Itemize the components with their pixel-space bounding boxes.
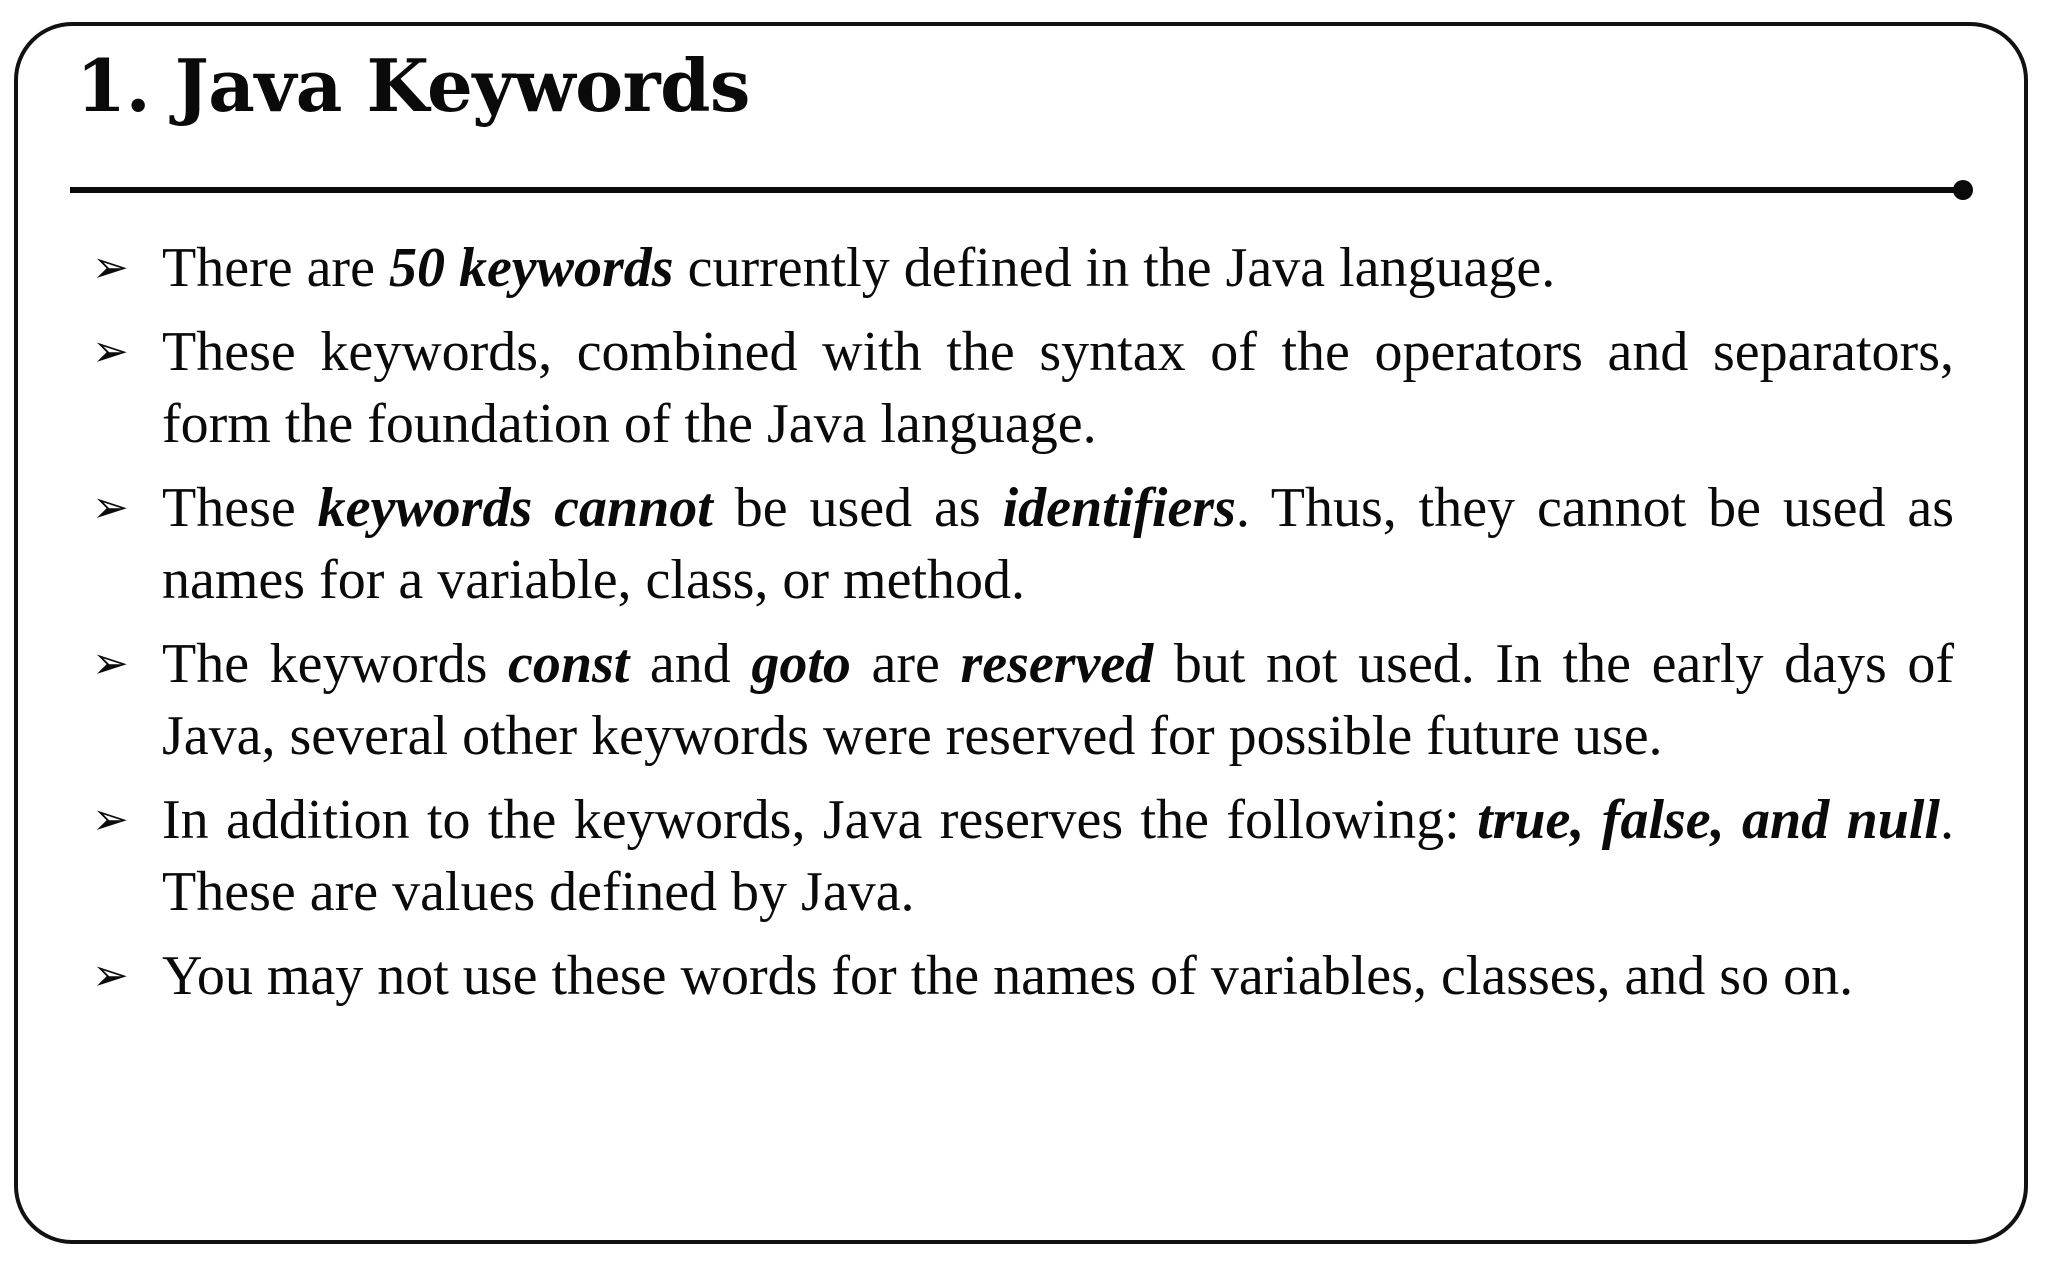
text-run: are — [850, 633, 961, 695]
emphasized-text: keywords cannot — [317, 477, 713, 539]
bullet-item — [92, 472, 1954, 616]
arrowhead-bullet-icon: ➢ — [92, 950, 129, 1001]
text-run: currently defined in the Java language. — [673, 237, 1556, 299]
title-divider — [70, 187, 1966, 193]
text-run: You may not use these words for the names of variables, classes, and so on. — [162, 945, 1854, 1007]
text-run: . Thus, they cannot be used as names for a variable, class, or method. — [162, 477, 1955, 611]
arrowhead-bullet-icon: ➢ — [92, 326, 129, 377]
text-run: but not used. In the early days of Java, several other keywords were reserved for possible future use. — [162, 633, 1955, 767]
text-run: The keywords — [162, 633, 508, 695]
emphasized-text: true, false, and null — [1477, 789, 1940, 851]
text-run: . These are values defined by Java. — [162, 789, 1954, 923]
text-run: In addition to the keywords, Java reserves the following: — [162, 789, 1478, 851]
section-title: 1. Java Keywords — [76, 43, 750, 128]
text-run: and — [629, 633, 752, 695]
bullet-text — [162, 633, 1954, 767]
emphasized-text: goto — [751, 633, 851, 695]
text-run: These keywords, combined with the syntax of the operators and separators, form the foundation of the Java language. — [162, 321, 1954, 455]
arrowhead-bullet-icon: ➢ — [92, 638, 129, 689]
text-run: be used as — [712, 477, 1003, 539]
arrowhead-bullet-icon: ➢ — [92, 482, 129, 533]
bullet-item — [92, 316, 1954, 460]
bullet-item — [92, 940, 1954, 1012]
bullet-text — [162, 789, 1954, 923]
divider-end-dot — [1953, 180, 1973, 200]
bullet-text — [162, 237, 1555, 299]
bullet-text — [162, 477, 1954, 611]
emphasized-text: reserved — [960, 633, 1154, 695]
arrowhead-bullet-icon: ➢ — [92, 242, 129, 293]
text-run: There are — [162, 237, 389, 299]
bullet-item — [92, 232, 1954, 304]
emphasized-text: identifiers — [1002, 477, 1236, 539]
bullet-item — [92, 784, 1954, 928]
arrowhead-bullet-icon: ➢ — [92, 794, 129, 845]
text-run: These — [162, 477, 318, 539]
emphasized-text: 50 keywords — [388, 237, 674, 299]
bullet-text — [162, 945, 1853, 1007]
bullet-item — [92, 628, 1954, 772]
bullet-list — [92, 232, 1954, 1024]
bullet-text — [162, 321, 1954, 455]
emphasized-text: const — [507, 633, 630, 695]
